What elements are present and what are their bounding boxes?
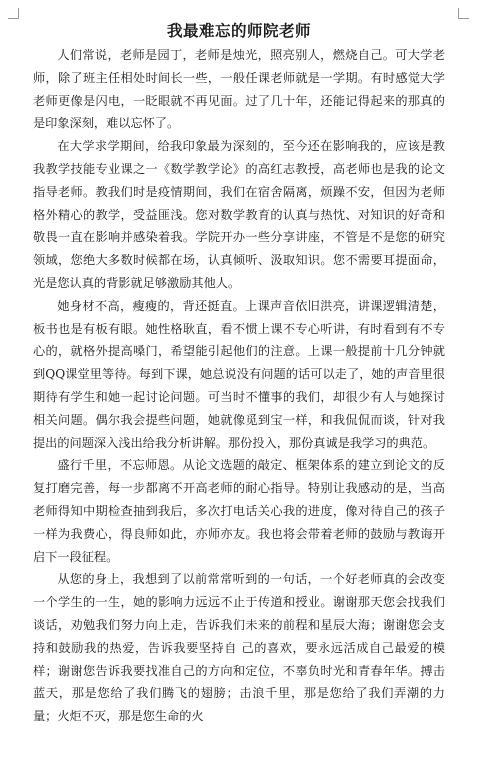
paragraph-teacher-description: 她身材不高，瘦瘦的，背还挺直。上课声音依旧洪亮，讲课逻辑清楚，板书也是有板有眼。她性格耿直，看不惯上课不专心听讲，有时看到有不专心的，就格外提高嗓门，希望能引起他们的注意。上课一般提前十几分钟就到QQ课堂里等待。每到下课，她总说没有问题的话可以走了，她的声音里很期待有学生和她一起讨论问题。可当时不懂事的我们，却很少有人与她探讨相关问题。偶尔我会提些问题，她就像觅到宝一样，和我侃侃而谈，针对我提出的问题深入浅出给我分析讲解。那份投入，那份真诚是我学习的典范。	[33, 298, 445, 450]
document-page	[33, 20, 445, 728]
paragraph-thesis-guidance: 盛行千里，不忘师恩。从论文选题的敲定、框架体系的建立到论文的反复打磨完善，每一步都离不开高老师的耐心指导。特别让我感动的是，当高老师得知中期检查抽到我后，多次打电话关心我的进度，像对待自己的孩子一样为我费心，得良师如此，亦师亦友。我也将会带着老师的鼓励与教诲开启下一段征程。	[33, 458, 445, 564]
document-title: 我最难忘的师院老师	[166, 22, 311, 40]
paragraph-teacher-intro: 在大学求学期间，给我印象最为深刻的，至今还在影响我的，应该是教我教学技能专业课之一《数学教学论》的高红志教授，高老师也是我的论文指导老师。教我们时是疫情期间，我们在宿舍隔离，烦躁不安，但因为老师格外精心的教学，受益匪浅。您对数学教育的认真与热忱、对知识的好奇和敬畏一直在影响并感染着我。学院开办一些分享讲座，不管是不是您的研究领域，您绝大多数时候都在场，认真倾听、汲取知识。您不需要耳提面命，光是您认真的背影就足够激励其他人。	[33, 139, 445, 290]
paragraph-gratitude: 从您的身上，我想到了以前常常听到的一句话，一个好老师真的会改变一个学生的一生，她的影响力远远不止于传道和授业。谢谢那天您会找我们谈话，劝勉我们努力向上走，告诉我们未来的前程和星辰大海；谢谢您会支持和鼓励我的热爱，告诉我要坚持自 己的喜欢，要永远活成自己最爱的模样；谢谢您告诉我要找准自己的方向和定位，不辜负时光和青春年华。搏击蓝天，那是您给了我们腾飞的翅膀；击浪千里，那是您给了我们弄潮的力量；火炬不灭，那是您生命的火	[33, 572, 445, 724]
page-corner-mark-top-left	[8, 8, 19, 19]
paragraph-intro: 人们常说，老师是园丁，老师是烛光，照亮别人，燃烧自己。可大学老师，除了班主任相处时间长一些，一般任课老师就是一学期。有时感觉大学老师更像是闪电，一眨眼就不再见面。过了几十年，还能记得起来的那真的是印象深刻，难以忘怀了。	[33, 48, 445, 131]
page-corner-mark-top-right	[458, 8, 469, 19]
